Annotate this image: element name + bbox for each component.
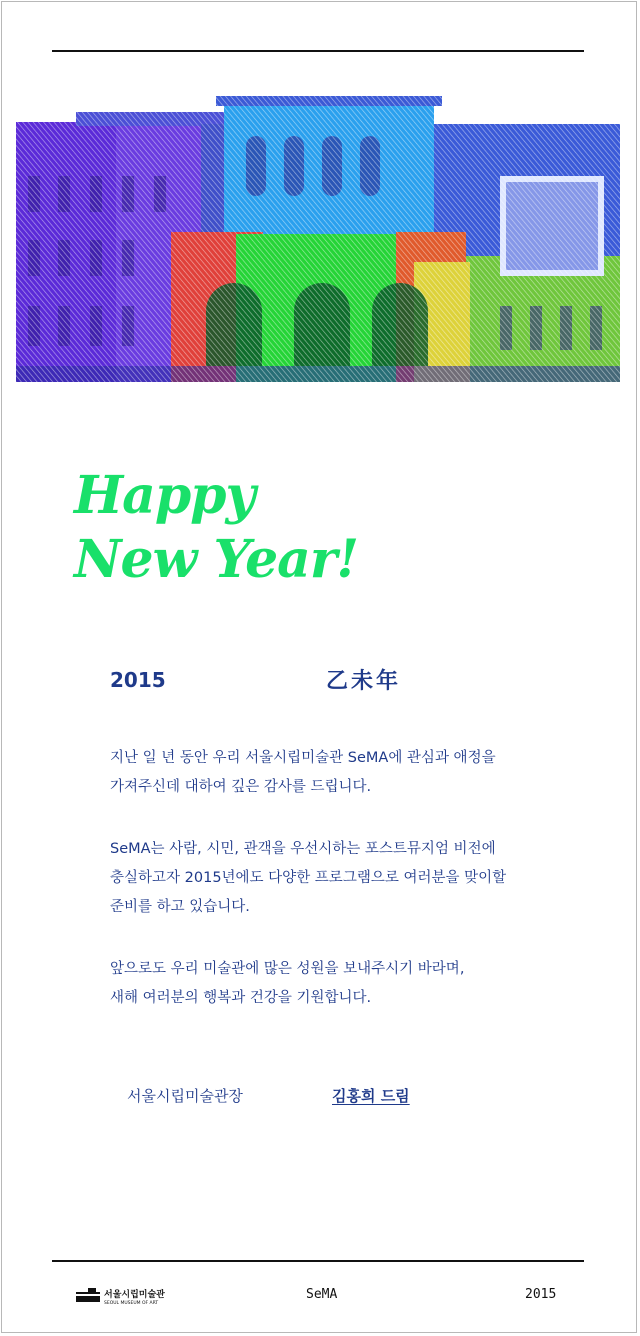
museum-logo-icon [76,1284,196,1306]
paragraph-line: 새해 여러분의 행복과 건강을 기원합니다. [110,990,372,1006]
paragraph-line: 충실하고자 2015년에도 다양한 프로그램으로 여러분을 맞이할 [110,870,507,886]
message-body [110,744,550,1046]
signature-title: 서울시립미술관장 [127,1087,243,1105]
top-rule [52,50,584,52]
footer-year: 2015 [525,1287,557,1302]
paragraph [110,744,550,802]
logo-subtext: SEOUL MUSEUM OF ART [104,1301,159,1306]
paragraph-line: 지난 일 년 동안 우리 서울시립미술관 SeMA에 관심과 애정을 [110,750,496,766]
paragraph-line: SeMA는 사람, 시민, 관객을 우선시하는 포스트뮤지엄 비전에 [110,841,496,857]
headline-line-1: Happy [74,465,255,526]
headline-line-2: New Year! [74,529,359,590]
zodiac-label: 乙未年 [326,669,402,694]
footer-center-label: SeMA [306,1287,338,1302]
paragraph [110,835,550,922]
paragraph [110,955,550,1013]
bottom-rule [52,1260,584,1262]
paragraph-line: 준비를 하고 있습니다. [110,899,250,915]
headline [74,464,358,592]
paragraph-line: 가져주신데 대하여 깊은 감사를 드립니다. [110,779,372,795]
building-illustration-icon [16,96,620,386]
signature-name-link[interactable]: 김홍희 드림 [332,1087,410,1105]
logo-text: 서울시립미술관 [104,1290,165,1300]
year-label: 2015 [110,668,166,692]
paragraph-line: 앞으로도 우리 미술관에 많은 성원을 보내주시기 바라며, [110,961,465,977]
